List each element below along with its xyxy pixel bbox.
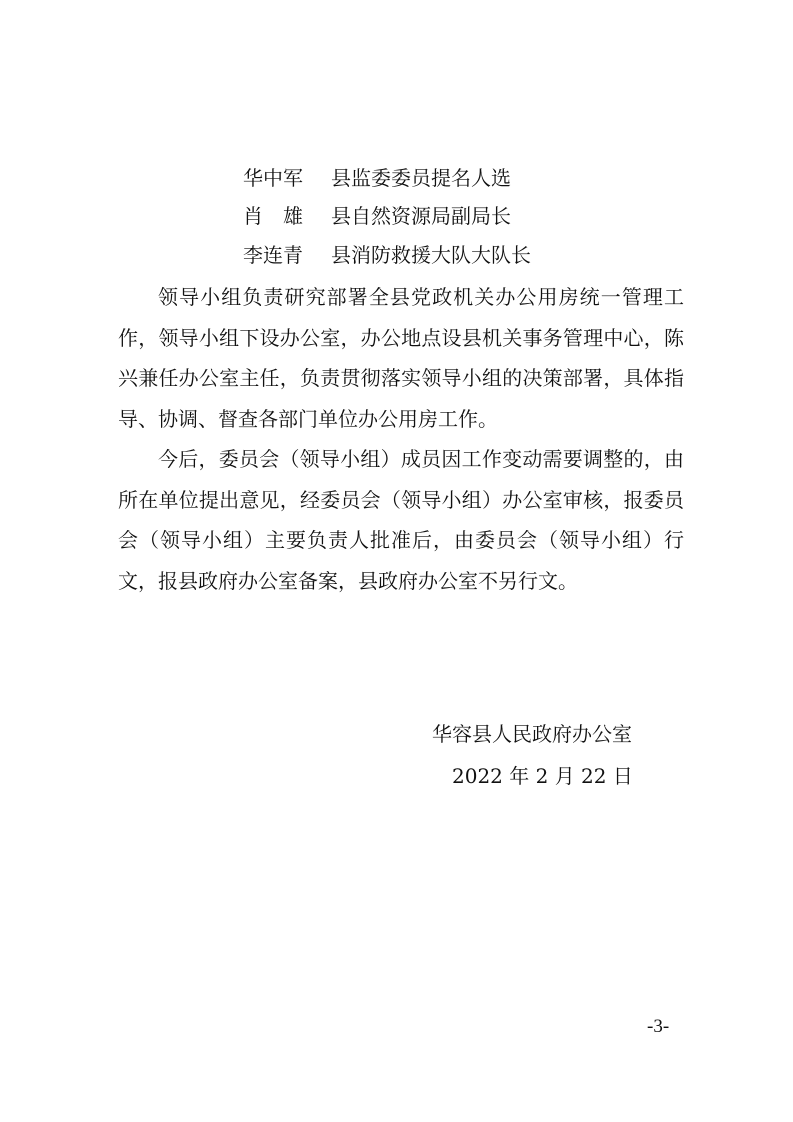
member-row-1 bbox=[243, 166, 511, 190]
member-name: 李连青 bbox=[243, 243, 303, 267]
member-name: 肖 雄 bbox=[243, 204, 303, 228]
member-title: 县消防救援大队大队长 bbox=[331, 243, 531, 267]
member-title: 县自然资源局副局长 bbox=[331, 204, 511, 228]
page-number: -3- bbox=[647, 1016, 670, 1037]
signature-date: 2022 年 2 月 22 日 bbox=[452, 764, 633, 788]
member-row-3 bbox=[243, 243, 531, 267]
paragraph-leading-group: 领导小组负责研究部署全县党政机关办公用房统一管理工作，领导小组下设办公室，办公地点设县机关事务管理中心，陈兴兼任办公室主任，负责贯彻落实领导小组的决策部署，具体指导、协调、督查各部门单位办公用房工作。 bbox=[118, 285, 684, 431]
signature-org: 华容县人民政府办公室 bbox=[432, 722, 632, 746]
member-name: 华中军 bbox=[243, 166, 303, 190]
member-row-2 bbox=[243, 204, 511, 228]
member-title: 县监委委员提名人选 bbox=[331, 166, 511, 190]
paragraph-adjustment: 今后，委员会（领导小组）成员因工作变动需要调整的，由所在单位提出意见，经委员会（领导小组）办公室审核，报委员会（领导小组）主要负责人批准后，由委员会（领导小组）行文，报县政府办公室备案，县政府办公室不另行文。 bbox=[118, 447, 684, 593]
